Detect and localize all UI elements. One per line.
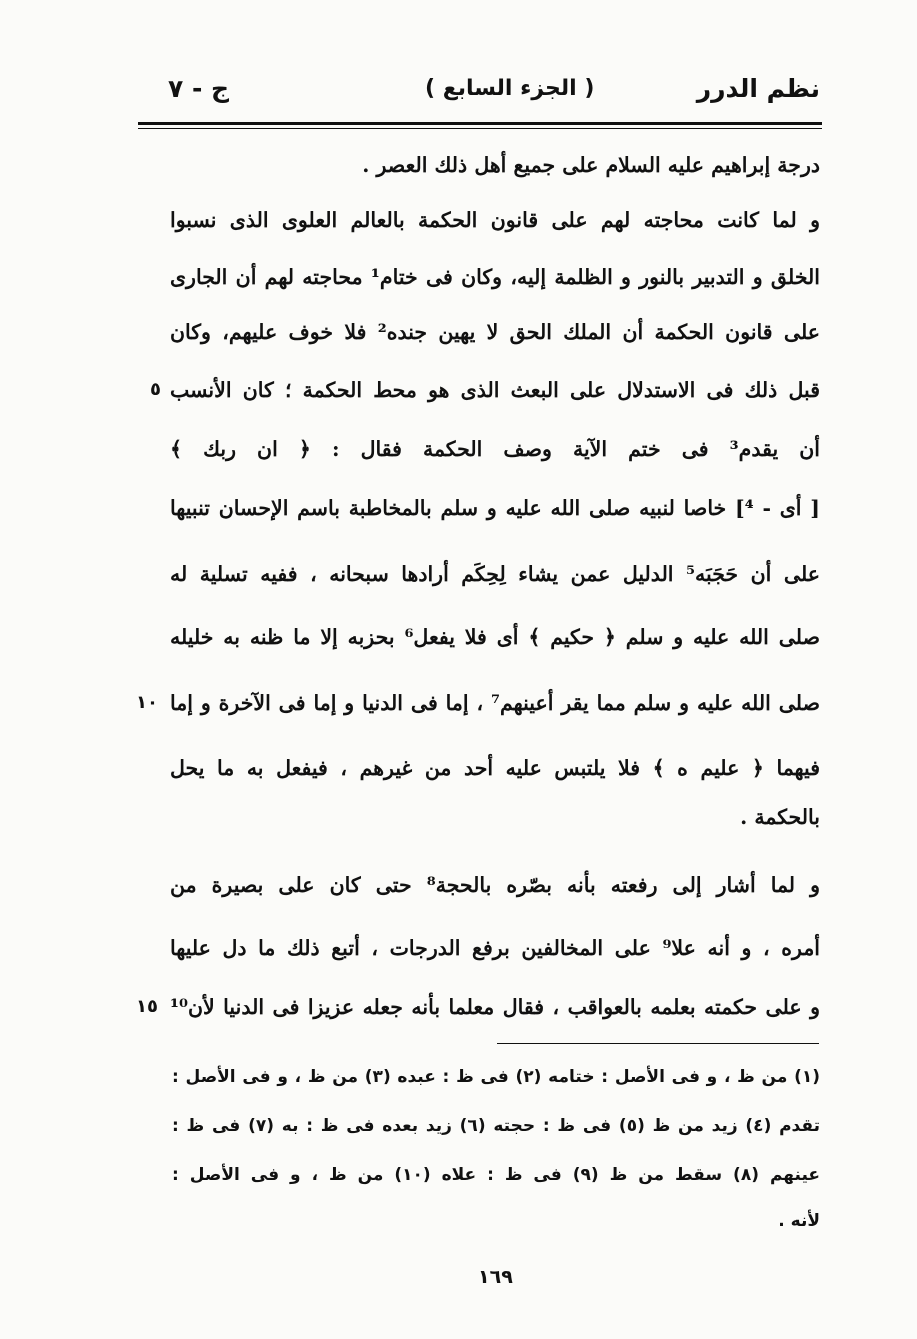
header-rule-thick: [138, 122, 822, 125]
text-line: على أن حَجَبَه⁵ الدليل عمن يشاء لِحِكَم أرادها سبحانه ، ففيه تسلية له: [170, 562, 820, 586]
text-line: على قانون الحكمة أن الملك الحق لا يهين جنده² فلا خوف عليهم، وكان: [170, 320, 821, 344]
text-line: و على حكمته بعلمه بالعواقب ، فقال معلما بأنه جعله عزيزا فى الدنيا لأن¹⁰: [170, 995, 820, 1019]
text-line: [ أى - ⁴] خاصا لنبيه صلى الله عليه و سلم بالمخاطبة باسم الإحسان تنبيها: [170, 496, 820, 520]
part-title: ( الجزء السابع ): [425, 76, 595, 101]
header-rule-thin: [138, 128, 822, 129]
text-line: قبل ذلك فى الاستدلال على البعث الذى هو محط الحكمة ؛ كان الأنسب: [170, 378, 820, 402]
footnote-line: تقدم (٤) زيد من ظ (٥) فى ظ : حجته (٦) زيد بعده فى ظ : به (٧) فى ظ :: [172, 1116, 820, 1136]
book-title: نظم الدرر: [696, 74, 820, 103]
footnote-line: لأنه .: [778, 1211, 820, 1231]
footnote-line: عينهم (٨) سقط من ظ (٩) فى ظ : علاه (١٠) من ظ ، و فى الأصل :: [172, 1165, 820, 1185]
page-header: [160, 72, 820, 118]
text-line: صلى الله عليه و سلم ﴿ حكيم ﴾ أى فلا يفعل⁶ بحزبه إلا ما ظنه به خليله: [170, 625, 820, 649]
text-line: فيهما ﴿ عليم ه ﴾ فلا يلتبس عليه أحد من غيرهم ، فيفعل به ما يحل: [170, 756, 820, 780]
volume-label: ج - ٧: [168, 74, 230, 103]
text-line: أن يقدم³ فى ختم الآية وصف الحكمة فقال : ﴿ ان ربك ﴾: [170, 437, 820, 461]
page-number: ١٦٩: [478, 1266, 513, 1288]
text-line: الخلق و التدبير بالنور و الظلمة إليه، وكان فى ختام¹ محاجته لهم أن الجارى: [170, 265, 820, 289]
line-number: ٥: [150, 379, 161, 400]
text-line: درجة إبراهيم عليه السلام على جميع أهل ذلك العصر .: [362, 153, 820, 177]
text-line: و لما أشار إلى رفعته بأنه بصّره بالحجة⁸ حتى كان على بصيرة من: [170, 873, 820, 897]
text-line: بالحكمة .: [740, 805, 820, 829]
text-line: صلى الله عليه و سلم مما يقر أعينهم⁷ ، إما فى الدنيا و إما فى الآخرة و إما: [170, 691, 820, 715]
line-number: ١٠: [136, 692, 158, 713]
text-line: أمره ، و أنه علا⁹ على المخالفين برفع الدرجات ، أتبع ذلك ما دل عليها: [170, 936, 820, 960]
line-number: ١٥: [136, 996, 158, 1017]
text-line: و لما كانت محاجته لهم على قانون الحكمة بالعالم العلوى الذى نسبوا: [170, 208, 820, 232]
footnote-line: (١) من ظ ، و فى الأصل : ختامه (٢) فى ظ : عبده (٣) من ظ ، و فى الأصل :: [172, 1067, 821, 1087]
footnote-separator: [497, 1043, 819, 1044]
